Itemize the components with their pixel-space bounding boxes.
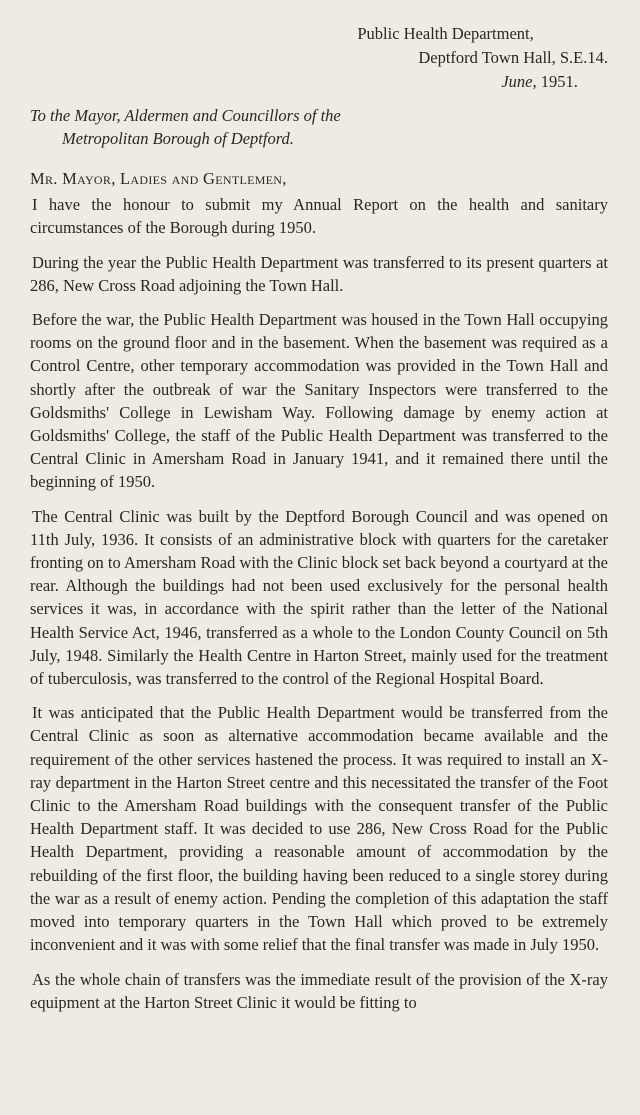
address-department: Public Health Department, — [357, 24, 534, 43]
addressee-block — [30, 104, 341, 150]
letter-body — [30, 167, 608, 1025]
date-year: , 1951. — [532, 72, 578, 91]
paragraph-department-transfer: During the year the Public Health Department was transferred to its present quarters at 286, New Cross Road adjoining the Town Hall. — [30, 252, 608, 295]
paragraph-central-clinic: The Central Clinic was built by the Deptford Borough Council and was opened on 11th July, 1936. It consists of an administrative block with quarters for the caretaker fronting on to Amersham Road with the Clinic block set back beyond a courtyard at the rear. Although the buildings had not been used exclusively for the personal health services it was, in accordance with the spirit rather than the letter of the National Health Service Act, 1946, transferred as a whole to the London County Council on 5th July, 1948. Similarly the Health Centre in Harton Street, mainly used for the treatment of tuberculosis, was transferred to the control of the Regional Hospital Board. — [30, 506, 608, 689]
date-month: June — [501, 72, 533, 91]
address-town-hall: Deptford Town Hall, S.E.14. — [418, 48, 608, 67]
sender-address — [357, 22, 608, 94]
address-date — [501, 70, 608, 94]
paragraph-annual-report: I have the honour to submit my Annual Report on the health and sanitary circumstances of the Borough during 1950. — [30, 195, 608, 238]
paragraph-anticipated-transfer: It was anticipated that the Public Health Department would be transferred from the Central Clinic as soon as alternative accommodation became available and the requirement of the other services hastened the process. It was required to install an X-ray department in the Harton Street centre and this necessitated the transfer of the Foot Clinic to the Amersham Road buildings with the consequent transfer of the Public Health Department staff. It was decided to use 286, New Cross Road for the Public Health Department, providing a reasonable amount of accommodation by the rebuilding of the first floor, the building having been reduced to a single storey during the war as a result of enemy action. Pending the completion of this adaptation the staff moved into temporary quarters in the Town Hall which proved to be extremely inconvenient and it was with some relief that the final transfer was made in July 1950. — [30, 703, 608, 955]
addressee-line-1: To the Mayor, Aldermen and Councillors of the — [30, 106, 341, 125]
addressee-line-2: Metropolitan Borough of Deptford. — [62, 129, 294, 148]
salutation: Mr. Mayor, Ladies and Gentlemen, — [30, 169, 287, 188]
paragraph-x-ray-chain: As the whole chain of transfers was the immediate result of the provision of the X-ray equipment at the Harton Street Clinic it would be fitting to — [30, 969, 608, 1012]
paragraph-before-war: Before the war, the Public Health Department was housed in the Town Hall occupying rooms on the ground floor and in the basement. When the basement was required as a Control Centre, other temporary accommodation was provided in the Town Hall and shortly after the outbreak of war the Sanitary Inspectors were transferred to the Goldsmiths' College in Lewisham Way. Following damage by enemy action at Goldsmiths' College, the staff of the Public Health Department was transferred to the Central Clinic in Amersham Road in January 1941, and it remained there until the beginning of 1950. — [30, 310, 608, 492]
